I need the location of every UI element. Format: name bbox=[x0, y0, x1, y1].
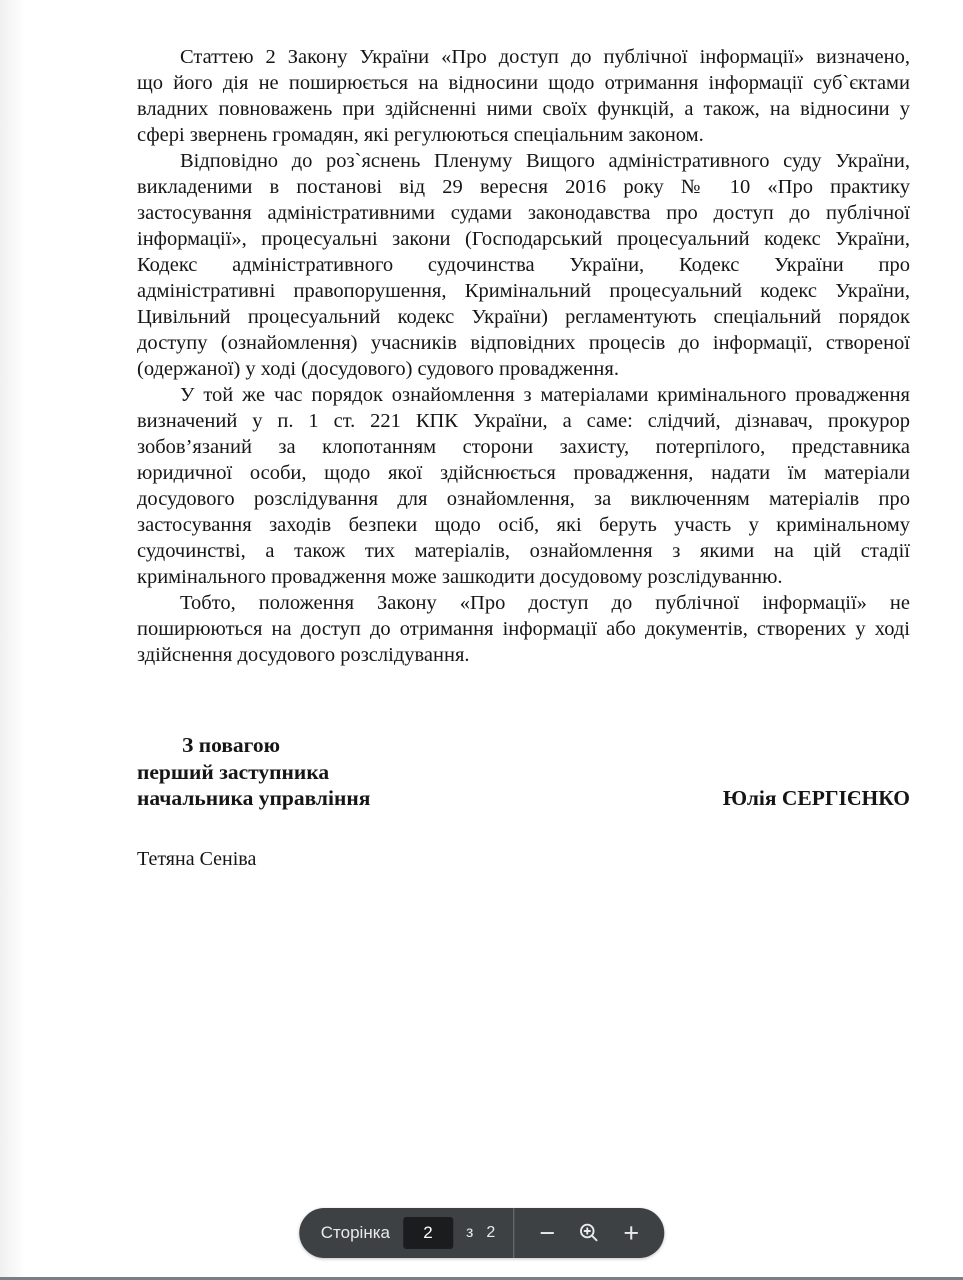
page-toolbar bbox=[299, 1208, 664, 1258]
document-paragraphs bbox=[137, 44, 910, 668]
page-navigation-section bbox=[299, 1208, 513, 1258]
text-line: досудового розслідування для ознайомлення, за виключенням матеріалів про bbox=[137, 488, 910, 510]
text-line: застосування адміністративними судами законодавства про доступ до публічної bbox=[137, 202, 910, 224]
minus-icon: − bbox=[539, 1217, 556, 1248]
text-line: поширюються на доступ до отримання інформації або документів, створених у ході bbox=[137, 618, 910, 640]
page-label: Сторінка bbox=[320, 1223, 390, 1242]
text-line: судочинстві, а також тих матеріалів, ознайомлення з якими на цій стадії bbox=[137, 540, 910, 562]
zoom-in-button[interactable] bbox=[610, 1208, 652, 1258]
zoom-out-button[interactable] bbox=[526, 1208, 568, 1258]
text-line: (одержаної) у ході (досудового) судового провадження. bbox=[137, 358, 619, 380]
text-line: доступу (ознайомлення) учасників відповідних процесів до інформації, створеної bbox=[137, 332, 910, 354]
text-line: викладеними в постанові від 29 вересня 2016 року № 10 «Про практику bbox=[137, 176, 910, 198]
text-line: зобов’язаний за клопотанням сторони захисту, потерпілого, представника bbox=[137, 436, 910, 458]
text-line: Статтею 2 Закону України «Про доступ до публічної інформації» визначено, bbox=[180, 46, 910, 68]
text-line: застосування заходів безпеки щодо осіб, які беруть участь у кримінальному bbox=[137, 514, 910, 536]
text-line: сфері звернень громадян, які регулюються спеціальним законом. bbox=[137, 124, 704, 146]
text-line: адміністративні правопорушення, Кримінальний процесуальний кодекс України, bbox=[137, 280, 910, 302]
paragraph bbox=[137, 44, 910, 148]
paragraph bbox=[137, 382, 910, 590]
signature-closing: З повагою bbox=[182, 733, 281, 757]
signature-title-line1: перший заступника bbox=[137, 759, 330, 784]
paragraph bbox=[137, 148, 910, 382]
text-line: кримінального провадження може зашкодити досудовому розслідуванню. bbox=[137, 566, 783, 588]
page-total: 2 bbox=[486, 1224, 496, 1241]
text-line: Відповідно до роз`яснень Пленуму Вищого адміністративного суду України, bbox=[180, 150, 910, 172]
signature-title-line2: начальника управління bbox=[137, 786, 371, 810]
text-line: владних повноважень при здійсненні ними своїх функцій, а також, на відносини у bbox=[137, 98, 910, 120]
executor-name: Тетяна Сеніва bbox=[137, 847, 257, 870]
plus-icon: + bbox=[623, 1217, 640, 1248]
text-line: У той же час порядок ознайомлення з матеріалами кримінального провадження bbox=[180, 384, 910, 406]
document-page bbox=[137, 44, 910, 872]
zoom-reset-button[interactable] bbox=[568, 1208, 610, 1258]
text-line: Цивільний процесуальний кодекс України) регламентують спеціальний порядок bbox=[137, 306, 910, 328]
text-line: Тобто, положення Закону «Про доступ до публічної інформації» не bbox=[180, 592, 910, 614]
text-line: здійснення досудового розслідування. bbox=[137, 644, 470, 666]
signature-name: Юлія СЕРГІЄНКО bbox=[722, 786, 910, 810]
page-number-input[interactable] bbox=[403, 1217, 453, 1249]
text-line: інформації», процесуальні закони (Господарський процесуальний кодекс України, bbox=[137, 228, 910, 250]
text-line: юридичної особи, щодо якої здійснюється провадження, надати їм матеріали bbox=[137, 462, 910, 484]
paragraph bbox=[137, 590, 910, 668]
page-edge-shadow bbox=[0, 0, 26, 1280]
text-line: що його дія не поширюється на відносини щодо отримання інформації суб`єктами bbox=[137, 72, 910, 94]
text-line: Кодекс адміністративного судочинства України, Кодекс України про bbox=[137, 254, 910, 276]
magnifier-plus-icon bbox=[577, 1221, 601, 1245]
signature-block bbox=[137, 732, 910, 812]
zoom-controls-section bbox=[514, 1208, 664, 1258]
text-line: визначений у п. 1 ст. 221 КПК України, а саме: слідчий, дізнавач, прокурор bbox=[137, 410, 910, 432]
page-of-label: з bbox=[465, 1224, 474, 1241]
